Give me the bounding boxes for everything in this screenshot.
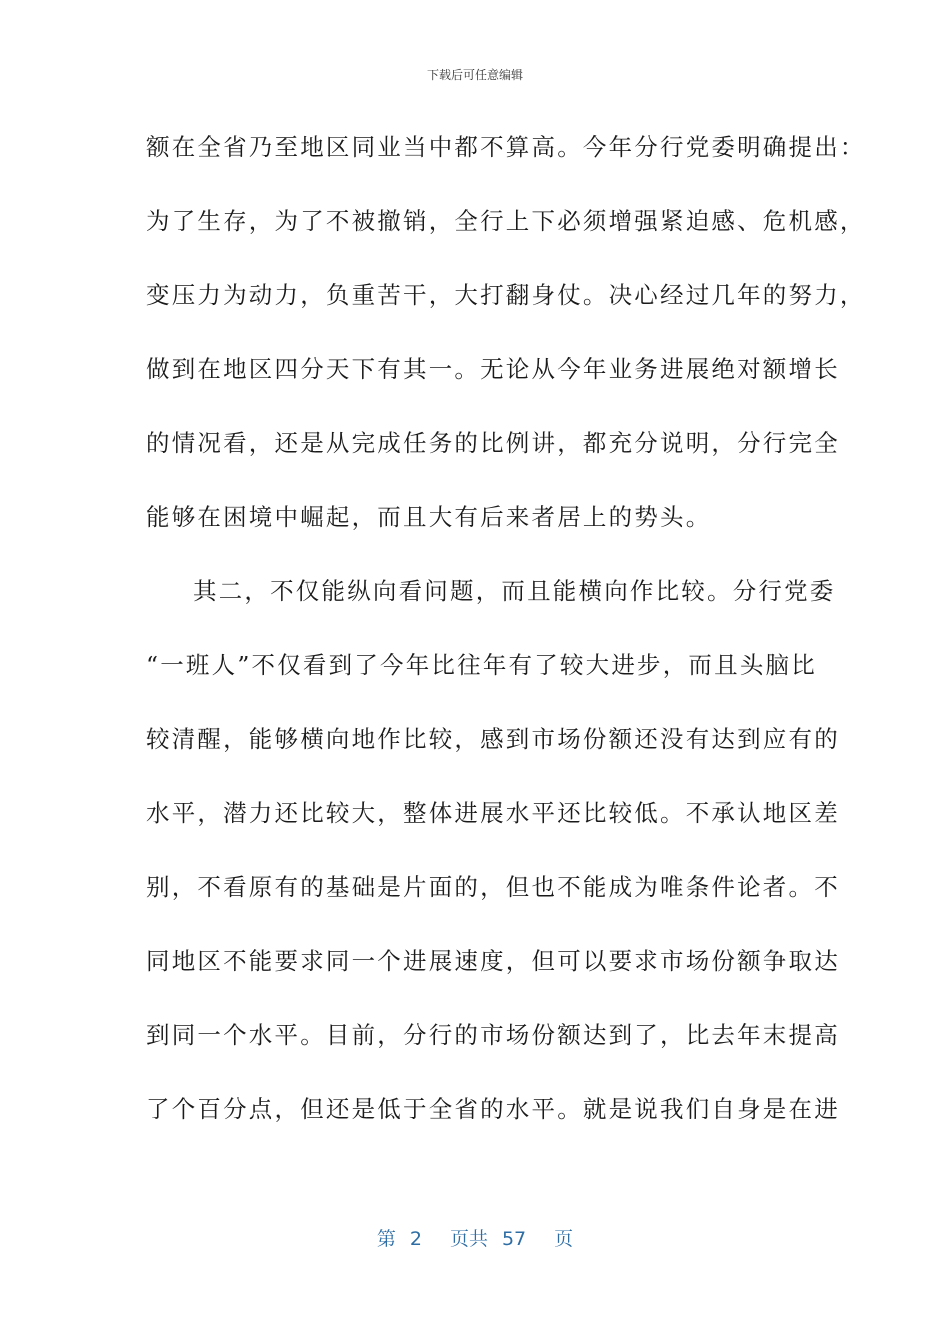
- text-line: 额在全省乃至地区同业当中都不算高。今年分行党委明确提出：: [146, 133, 866, 161]
- current-page-number: 2: [409, 1228, 422, 1250]
- page-header: [0, 66, 950, 83]
- text-line: 的情况看，还是从完成任务的比例讲，都充分说明，分行完全: [146, 429, 840, 457]
- text-line: 为了生存，为了不被撤销，全行上下必须增强紧迫感、危机感，: [146, 207, 866, 235]
- text-line: 别，不看原有的基础是片面的，但也不能成为唯条件论者。不: [146, 873, 840, 901]
- page-suffix: 页: [554, 1228, 574, 1250]
- text-line: “一班人”不仅看到了今年比往年有了较大进步，而且头脑比: [146, 651, 817, 679]
- text-line: 其二，不仅能纵向看问题，而且能横向作比较。分行党委: [193, 577, 836, 605]
- text-line: 能够在困境中崛起，而且大有后来者居上的势头。: [146, 503, 712, 531]
- paragraph-2: [146, 568, 840, 1160]
- text-line: 了个百分点，但还是低于全省的水平。就是说我们自身是在进: [146, 1095, 840, 1123]
- page-prefix: 第: [376, 1228, 396, 1250]
- page-word: 页共: [449, 1228, 488, 1250]
- text-line: 同地区不能要求同一个进展速度，但可以要求市场份额争取达: [146, 947, 840, 975]
- total-pages: 57: [501, 1228, 527, 1250]
- text-line: 到同一个水平。目前，分行的市场份额达到了，比去年末提高: [146, 1021, 840, 1049]
- text-line: 做到在地区四分天下有其一。无论从今年业务进展绝对额增长: [146, 355, 840, 383]
- page-footer: [0, 1224, 950, 1251]
- document-body: [146, 124, 866, 1160]
- text-line: 较清醒，能够横向地作比较，感到市场份额还没有达到应有的: [146, 725, 840, 753]
- header-note: 下载后可任意编辑: [426, 68, 523, 82]
- text-line: 变压力为动力，负重苦干，大打翻身仗。决心经过几年的努力，: [146, 281, 866, 309]
- text-line: 水平，潜力还比较大，整体进展水平还比较低。不承认地区差: [146, 799, 840, 827]
- paragraph-1: [146, 124, 866, 568]
